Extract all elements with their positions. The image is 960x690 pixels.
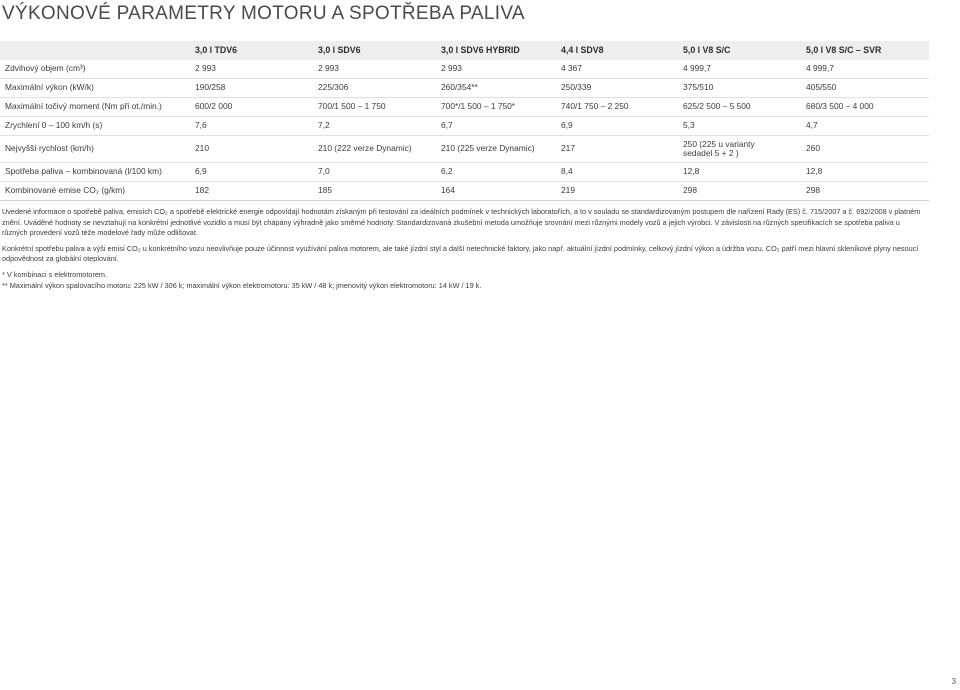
table-cell: 7,6	[195, 120, 207, 131]
table-cell: 219	[561, 185, 575, 196]
table-cell: 210 (225 verze Dynamic)	[441, 143, 535, 154]
table-cell: 2 993	[441, 63, 462, 74]
spec-table	[0, 41, 929, 201]
table-cell: 6,7	[441, 120, 453, 131]
table-row	[0, 60, 929, 79]
column-header: 3,0 l SDV6 HYBRID	[441, 44, 520, 55]
table-cell: 405/550	[806, 82, 837, 93]
table-cell: 6,9	[195, 166, 207, 177]
column-header: 5,0 l V8 S/C – SVR	[806, 44, 882, 55]
table-cell: 5,3	[683, 120, 695, 131]
table-cell: 2 993	[318, 63, 339, 74]
page-number: 3	[951, 677, 956, 686]
column-header: 5,0 l V8 S/C	[683, 44, 731, 55]
table-cell: 2 993	[195, 63, 216, 74]
table-cell: 4 999,7	[683, 63, 711, 74]
table-cell: 225/306	[318, 82, 349, 93]
column-header: 3,0 l SDV6	[318, 44, 361, 55]
table-cell: 260/354**	[441, 82, 478, 93]
table-cell: 7,2	[318, 120, 330, 131]
table-cell: 164	[441, 185, 455, 196]
column-header: 3,0 l TDV6	[195, 44, 238, 55]
table-cell: 625/2 500 – 5 500	[683, 101, 751, 112]
row-label: Kombinované emise CO₂ (g/km)	[5, 185, 126, 196]
table-cell: 4 367	[561, 63, 582, 74]
table-row	[0, 163, 929, 182]
footnote: ** Maximální výkon spalovacího motoru: 225 kW / 306 k; maximální výkon elektromotoru: 35 kW / 48 k; jmenovitý výkon elektromotoru: 14 kW / 19 k.	[2, 280, 482, 290]
footnote: * V kombinaci s elektromotorem.	[2, 269, 108, 279]
table-cell: 375/510	[683, 82, 714, 93]
row-label: Spotřeba paliva – kombinovaná (l/100 km)	[5, 166, 162, 177]
table-cell: 190/258	[195, 82, 226, 93]
table-row	[0, 182, 929, 201]
table-cell: 12,8	[683, 166, 700, 177]
table-cell: 4,7	[806, 120, 818, 131]
row-label: Zdvihový objem (cm³)	[5, 63, 86, 74]
table-row	[0, 98, 929, 117]
row-label: Maximální výkon (kW/k)	[5, 82, 94, 93]
page-title: VÝKONOVÉ PARAMETRY MOTORU A SPOTŘEBA PALIVA	[2, 3, 525, 24]
table-cell: 217	[561, 143, 575, 154]
table-cell: 182	[195, 185, 209, 196]
table-cell: 600/2 000	[195, 101, 233, 112]
table-cell: 6,9	[561, 120, 573, 131]
table-cell: 250 (225 u varianty sedadel 5 + 2 )	[683, 138, 755, 158]
table-row	[0, 136, 929, 163]
row-label: Nejvyšší rychlost (km/h)	[5, 143, 94, 154]
table-cell: 740/1 750 – 2 250	[561, 101, 629, 112]
table-cell: 7,0	[318, 166, 330, 177]
table-cell: 12,8	[806, 166, 823, 177]
table-cell: 298	[683, 185, 697, 196]
table-cell: 210	[195, 143, 209, 154]
table-cell: 680/3 500 – 4 000	[806, 101, 874, 112]
table-cell: 185	[318, 185, 332, 196]
notes-section	[2, 207, 927, 291]
table-cell: 210 (222 verze Dynamic)	[318, 143, 412, 154]
notes-paragraph: Konkrétní spotřebu paliva a výši emisí CO₂ u konkrétního vozu neovlivňuje pouze účinnost využívání paliva motorem, ale také jízdní styl a další netechnické faktory, jako např. aktuální jízdní podmínky, celkový jízdní výkon a údržba vozu. CO₂ patří mezi hlavní skleníkové plyny nesoucí odpovědnost za globální oteplování.	[2, 243, 919, 264]
column-header: 4,4 l SDV8	[561, 44, 604, 55]
table-cell: 700*/1 500 – 1 750*	[441, 101, 516, 112]
table-cell: 700/1 500 – 1 750	[318, 101, 386, 112]
table-cell: 298	[806, 185, 820, 196]
table-cell: 250/339	[561, 82, 592, 93]
table-cell: 4 999,7	[806, 63, 834, 74]
table-cell: 6,2	[441, 166, 453, 177]
table-cell: 260	[806, 143, 820, 154]
notes-paragraph: Uvedené informace o spotřebě paliva, emisích CO₂ a spotřebě elektrické energie odpovídají hodnotám získaným při testování za ideálních podmínek v technických laboratořích, a to v souladu se standardizovaným postupem dle nařízení Rady (ES) č. 715/2007 a č. 692/2008 v platném znění. Uváděné hodnoty se nevztahují na konkrétní jednotlivé vozidlo a musí být chápány výhradně jako směrné hodnoty. Standardizovaná zkušební metoda umožňuje srovnání mezi různými modely vozů a jejich výrobci. V závislosti na různých specifikacích se spotřeba paliva u různých provedení vozů téže modelové řady může odlišovat.	[2, 207, 921, 238]
table-header-row	[0, 41, 929, 60]
row-label: Zrychlení 0 – 100 km/h (s)	[5, 120, 103, 131]
table-row	[0, 79, 929, 98]
table-row	[0, 117, 929, 136]
table-cell: 8,4	[561, 166, 573, 177]
row-label: Maximální točivý moment (Nm při ot./min.)	[5, 101, 162, 112]
